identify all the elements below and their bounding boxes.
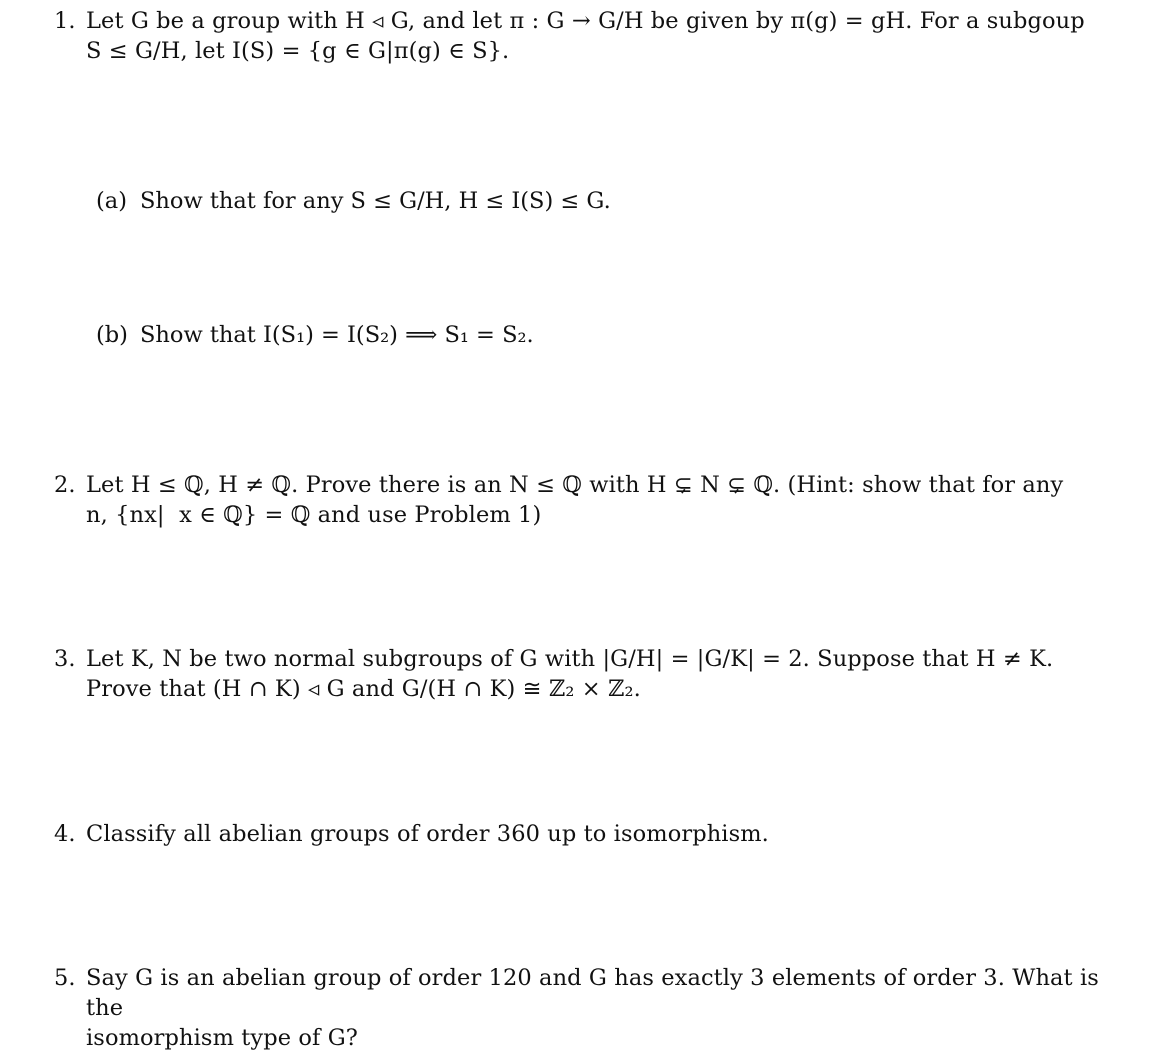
problem-1-part-b [96, 320, 1096, 350]
problem-text-line-2: S ≤ G/H, let I(S) = {g ∈ G|π(g) ∈ S}. [86, 38, 510, 64]
problem-number: 5. [54, 965, 76, 991]
problem-2 [54, 470, 1114, 530]
problem-text-line-1: Let H ≤ ℚ, H ≠ ℚ. Prove there is an N ≤ ℚ with H ⊊ N ⊊ ℚ. (Hint: show that for any [86, 472, 1064, 498]
problem-text-line-2: isomorphism type of G? [86, 1025, 358, 1051]
problem-text-line-1: Let K, N be two normal subgroups of G with |G/H| = |G/K| = 2. Suppose that H ≠ K. [86, 646, 1054, 672]
problem-number: 1. [54, 8, 76, 34]
problem-number: 4. [54, 821, 76, 847]
problem-text-line-2: Prove that (H ∩ K) ◃ G and G/(H ∩ K) ≅ ℤ₂ × ℤ₂. [86, 676, 641, 702]
problem-number: 3. [54, 646, 76, 672]
problem-text-line-1: Classify all abelian groups of order 360 up to isomorphism. [86, 821, 769, 847]
part-text: Show that for any S ≤ G/H, H ≤ I(S) ≤ G. [140, 188, 611, 214]
problem-5 [54, 963, 1114, 1053]
part-label: (a) [96, 188, 127, 214]
problem-text-line-1: Say G is an abelian group of order 120 and G has exactly 3 elements of order 3. What is the [86, 965, 1107, 1021]
problem-text-line-1: Let G be a group with H ◃ G, and let π : G → G/H be given by π(g) = gH. For a subgoup [86, 8, 1085, 34]
problem-3 [54, 644, 1114, 704]
problem-text-line-2: n, {nx| x ∈ ℚ} = ℚ and use Problem 1) [86, 502, 542, 528]
problem-1-part-a [96, 186, 1096, 216]
problem-4 [54, 819, 1114, 849]
part-label: (b) [96, 322, 128, 348]
part-text: Show that I(S₁) = I(S₂) ⟹ S₁ = S₂. [140, 322, 534, 348]
problem-number: 2. [54, 472, 76, 498]
problem-1 [54, 6, 1114, 66]
